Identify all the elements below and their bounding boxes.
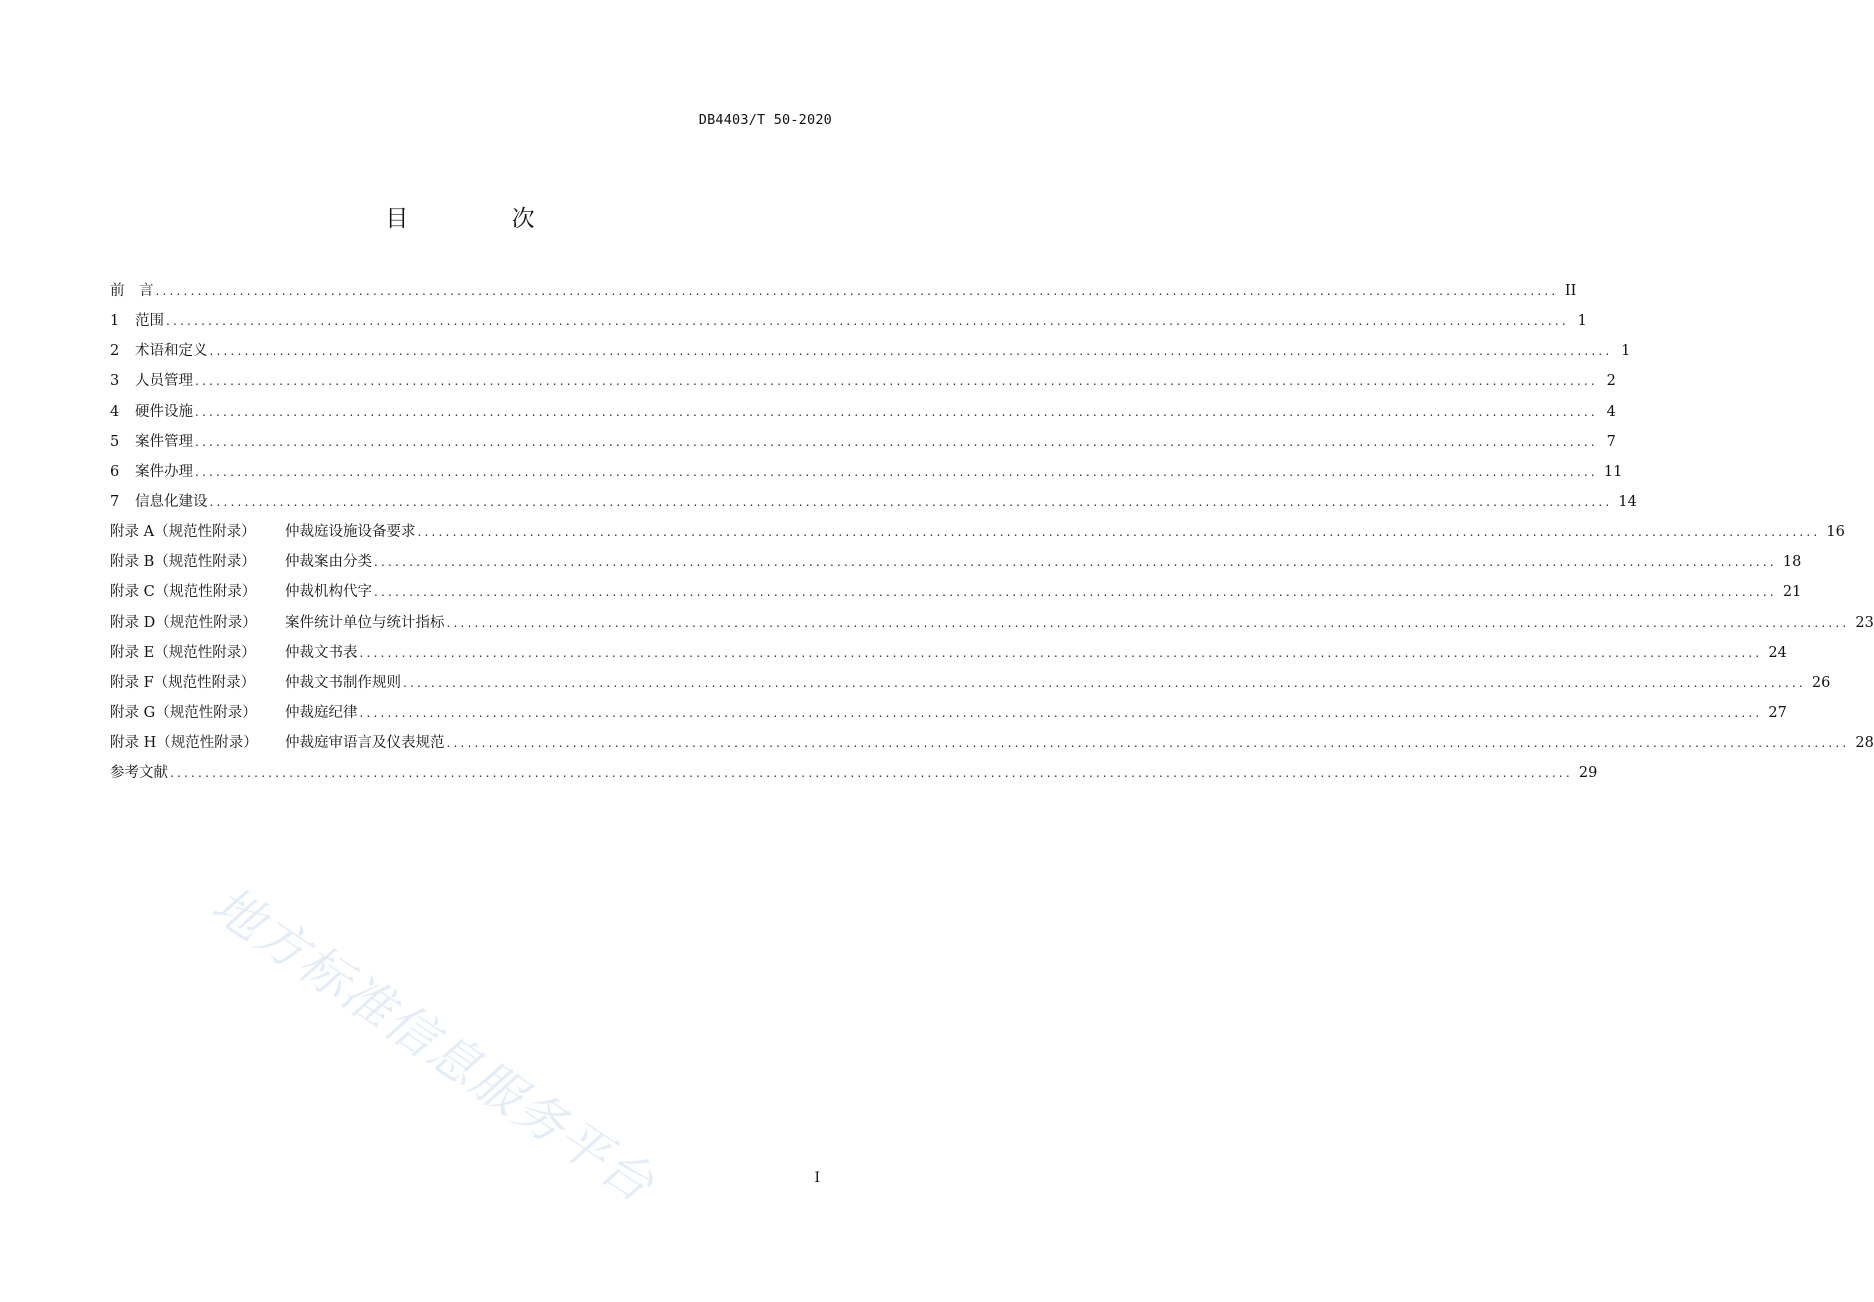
toc-dot-leader: ........................................................................................................................................................................................................ xyxy=(374,585,1777,600)
page-title: 目 次 xyxy=(385,206,583,232)
toc-entry[interactable] xyxy=(110,457,1623,487)
toc-entry[interactable] xyxy=(110,577,1802,607)
toc-entry-label: 人员管理 xyxy=(135,373,193,390)
toc-entry[interactable] xyxy=(110,366,1616,396)
toc-entry-appendix-prefix: 附录 E（规范性附录） xyxy=(110,644,256,661)
toc-entry-number: 3 xyxy=(110,373,120,390)
toc-entry[interactable] xyxy=(110,306,1587,336)
toc-entry[interactable] xyxy=(110,336,1631,366)
toc-entry-page-number: 28 xyxy=(1855,735,1874,752)
toc-entry-label: 案件管理 xyxy=(135,433,193,450)
toc-entry-page-number: 26 xyxy=(1811,674,1831,691)
toc-entry-number: 6 xyxy=(110,463,120,480)
toc-entry-number: 7 xyxy=(110,493,120,510)
toc-dot-leader: ........................................................................................................................................................................................................ xyxy=(417,525,1821,540)
toc-entry-page-number: 14 xyxy=(1618,493,1637,510)
toc-dot-leader: ........................................................................................................................................................................................................ xyxy=(195,434,1598,449)
toc-entry-label: 仲裁庭审语言及仪表规范 xyxy=(285,735,445,752)
toc-entry-label: 仲裁文书制作规则 xyxy=(285,674,401,691)
toc-entry-label: 仲裁机构代字 xyxy=(285,584,372,601)
toc-entry-page-number: 4 xyxy=(1606,403,1616,420)
toc-entry[interactable] xyxy=(110,758,1598,788)
toc-entry-page-number: 7 xyxy=(1606,433,1616,450)
toc-entry[interactable] xyxy=(110,608,1874,638)
toc-entry-label: 范围 xyxy=(135,313,164,330)
toc-entry-appendix-prefix: 附录 D（规范性附录） xyxy=(110,614,257,631)
toc-entry[interactable] xyxy=(110,517,1845,547)
toc-dot-leader: ........................................................................................................................................................................................................ xyxy=(359,705,1763,720)
toc-entry[interactable] xyxy=(110,668,1831,698)
toc-entry-appendix-prefix: 附录 C（规范性附录） xyxy=(110,584,257,601)
toc-dot-leader: ........................................................................................................................................................................................................ xyxy=(403,675,1806,690)
toc-dot-leader: ........................................................................................................................................................................................................ xyxy=(195,374,1598,389)
toc-entry-label: 前 言 xyxy=(110,283,154,299)
toc-entry-appendix-prefix: 附录 F（规范性附录） xyxy=(110,674,256,691)
toc-entry-page-number: 16 xyxy=(1826,524,1845,541)
toc-dot-leader: ........................................................................................................................................................................................................ xyxy=(446,736,1850,751)
toc-entry[interactable] xyxy=(110,276,1577,306)
toc-entry-label: 案件统计单位与统计指标 xyxy=(285,614,445,631)
toc-entry-appendix-prefix: 附录 B（规范性附录） xyxy=(110,554,256,571)
toc-dot-leader: ........................................................................................................................................................................................................ xyxy=(446,615,1850,630)
toc-entry[interactable] xyxy=(110,427,1616,457)
toc-entry-page-number: II xyxy=(1564,283,1577,299)
toc-entry-appendix-prefix: 附录 A（规范性附录） xyxy=(110,524,256,541)
toc-dot-leader: ........................................................................................................................................................................................................ xyxy=(359,645,1763,660)
watermark: 地方标准信息服务平台 xyxy=(201,875,666,1215)
toc-entry-label: 仲裁庭纪律 xyxy=(285,704,358,721)
toc-entry[interactable] xyxy=(110,487,1637,517)
toc-entry-label: 硬件设施 xyxy=(135,403,193,420)
toc-entry-page-number: 23 xyxy=(1855,614,1874,631)
toc-dot-leader: ........................................................................................................................................................................................................ xyxy=(374,555,1777,570)
toc-entry-page-number: 2 xyxy=(1606,373,1616,390)
toc-entry-label: 仲裁案由分类 xyxy=(285,554,372,571)
toc-dot-leader: ........................................................................................................................................................................................................ xyxy=(155,284,1559,298)
toc-entry-number: 2 xyxy=(110,343,120,360)
toc-entry-label: 信息化建设 xyxy=(135,493,208,510)
toc-entry[interactable] xyxy=(110,397,1616,427)
toc-dot-leader: ........................................................................................................................................................................................................ xyxy=(195,404,1598,419)
toc-entry-number: 5 xyxy=(110,433,120,450)
toc-entry-number: 4 xyxy=(110,403,120,420)
toc-entry[interactable] xyxy=(110,698,1787,728)
toc-entry-page-number: 11 xyxy=(1603,463,1623,480)
toc-entry-label: 仲裁庭设施设备要求 xyxy=(285,524,416,541)
page-number: I xyxy=(814,1170,820,1186)
toc-entry-page-number: 21 xyxy=(1782,584,1802,601)
toc-entry-page-number: 24 xyxy=(1768,644,1787,661)
toc-entry-page-number: 29 xyxy=(1578,765,1598,782)
toc-entry-page-number: 18 xyxy=(1782,554,1802,571)
table-of-contents xyxy=(110,276,1874,788)
toc-entry-label: 案件办理 xyxy=(135,463,193,480)
toc-entry[interactable] xyxy=(110,638,1787,668)
toc-entry-appendix-prefix: 附录 G（规范性附录） xyxy=(110,704,257,721)
toc-entry-appendix-prefix: 附录 H（规范性附录） xyxy=(110,735,258,752)
toc-entry-page-number: 27 xyxy=(1768,704,1787,721)
toc-dot-leader: ........................................................................................................................................................................................................ xyxy=(209,494,1613,509)
toc-entry-number: 1 xyxy=(110,313,120,330)
document-code: DB4403/T 50-2020 xyxy=(698,112,832,128)
toc-dot-leader: ........................................................................................................................................................................................................ xyxy=(195,464,1598,479)
toc-entry-label: 参考文献 xyxy=(110,765,168,782)
toc-entry-label: 仲裁文书表 xyxy=(285,644,358,661)
toc-entry-page-number: 1 xyxy=(1621,343,1631,360)
toc-dot-leader: ........................................................................................................................................................................................................ xyxy=(209,344,1613,359)
toc-entry-page-number: 1 xyxy=(1577,313,1587,330)
toc-dot-leader: ........................................................................................................................................................................................................ xyxy=(166,314,1569,329)
toc-entry[interactable] xyxy=(110,547,1802,577)
toc-dot-leader: ........................................................................................................................................................................................................ xyxy=(170,766,1573,781)
toc-entry-label: 术语和定义 xyxy=(135,343,208,360)
toc-entry[interactable] xyxy=(110,728,1874,758)
